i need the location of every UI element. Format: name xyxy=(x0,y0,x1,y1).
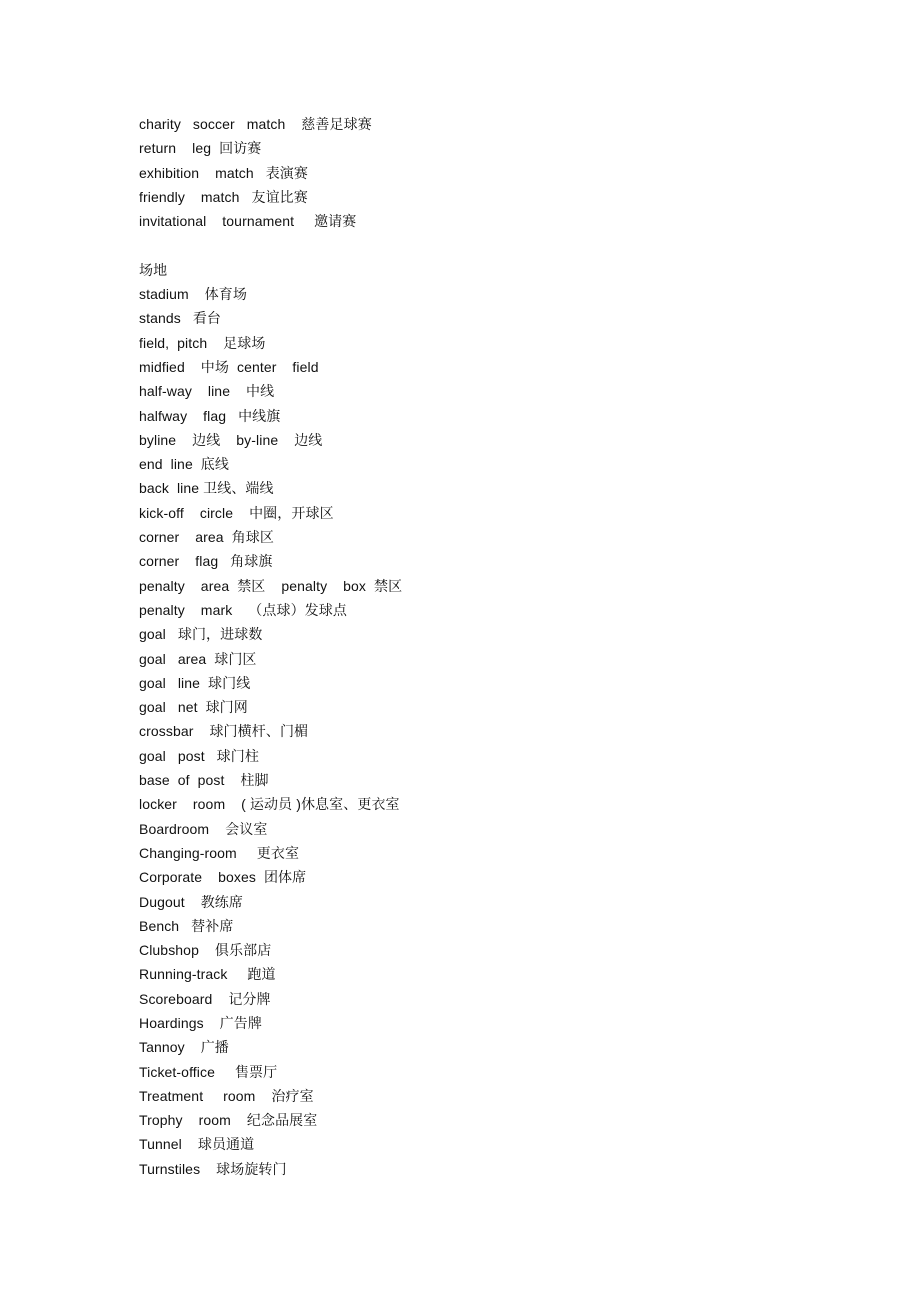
vocab-line: Turnstiles 球场旋转门 xyxy=(139,1160,287,1177)
vocab-line: corner area 角球区 xyxy=(139,529,274,546)
vocab-line: Trophy room 纪念品展室 xyxy=(139,1112,318,1129)
vocab-line: friendly match 友谊比赛 xyxy=(139,188,308,205)
vocab-line: byline 边线 by-line 边线 xyxy=(139,431,323,448)
vocab-line: midfied 中场 center field xyxy=(139,358,319,375)
blank-line xyxy=(139,233,839,257)
vocab-line: penalty mark （点球）发球点 xyxy=(139,601,347,618)
vocab-line: base of post 柱脚 xyxy=(139,772,269,789)
vocab-line: goal 球门，进球数 xyxy=(139,626,263,643)
vocab-line: halfway flag 中线旗 xyxy=(139,407,281,424)
vocab-line: back line 卫线、端线 xyxy=(139,480,274,497)
vocab-line: goal area 球门区 xyxy=(139,650,257,667)
vocab-line: return leg 回访赛 xyxy=(139,140,262,157)
vocab-line: Dugout 教练席 xyxy=(139,893,244,910)
vocab-line: Hoardings 广告牌 xyxy=(139,1014,262,1031)
vocab-line: field, pitch 足球场 xyxy=(139,334,266,351)
vocab-line: goal post 球门柱 xyxy=(139,747,259,764)
vocab-line: goal line 球门线 xyxy=(139,674,251,691)
vocab-line: goal net 球门网 xyxy=(139,699,248,716)
vocab-line: Clubshop 俱乐部店 xyxy=(139,942,272,959)
vocab-line: end line 底线 xyxy=(139,456,230,473)
vocab-line: stadium 体育场 xyxy=(139,286,247,303)
vocab-line: exhibition match 表演赛 xyxy=(139,164,309,181)
vocab-line: corner flag 角球旗 xyxy=(139,553,273,570)
vocab-line: kick-off circle 中圈，开球区 xyxy=(139,504,334,521)
vocab-line: Treatment room 治疗室 xyxy=(139,1087,314,1104)
vocab-line: crossbar 球门横杆、门楣 xyxy=(139,723,309,740)
vocab-line: Tannoy 广播 xyxy=(139,1039,229,1056)
vocab-line: Corporate boxes 团体席 xyxy=(139,869,307,886)
vocab-line: charity soccer match 慈善足球赛 xyxy=(139,116,372,132)
vocab-line: Changing-room 更衣室 xyxy=(139,844,300,861)
section-heading: 场地 xyxy=(139,261,168,278)
vocabulary-list xyxy=(139,112,839,1181)
vocab-line: Ticket-office 售票厅 xyxy=(139,1063,278,1080)
vocab-line: half-way line 中线 xyxy=(139,383,275,400)
vocab-line: Bench 替补席 xyxy=(139,917,234,934)
vocab-line: stands 看台 xyxy=(139,310,222,327)
vocab-line: Running-track 跑道 xyxy=(139,966,276,983)
vocab-line: locker room ( 运动员 )休息室、更衣室 xyxy=(139,796,400,813)
vocab-line: invitational tournament 邀请赛 xyxy=(139,213,357,230)
vocab-line: penalty area 禁区 penalty box 禁区 xyxy=(139,577,403,594)
vocab-line: Boardroom 会议室 xyxy=(139,820,268,837)
vocab-line: Scoreboard 记分牌 xyxy=(139,990,271,1007)
vocab-line: Tunnel 球员通道 xyxy=(139,1136,255,1153)
